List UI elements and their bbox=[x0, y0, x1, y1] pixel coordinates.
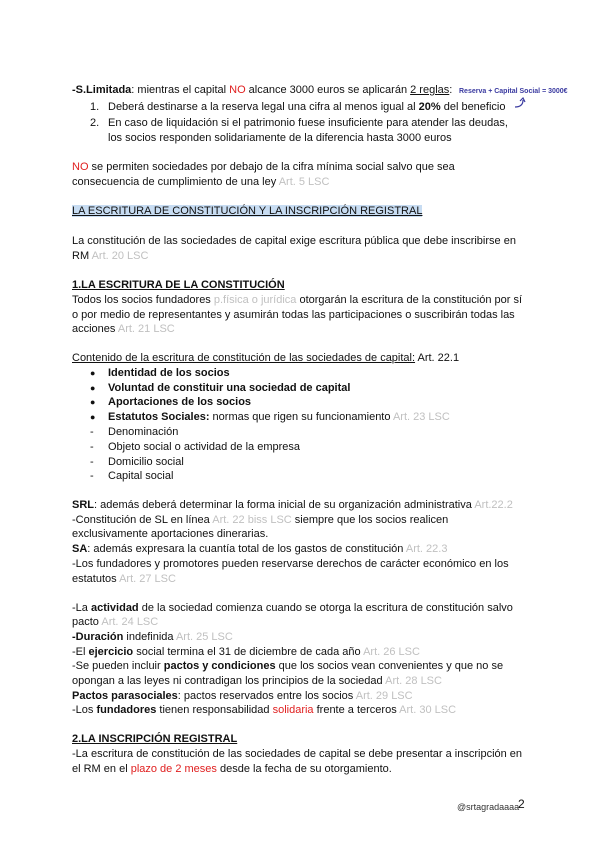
parasocial-line: Pactos parasociales: pactos reservados entre los socios Art. 29 LSC bbox=[72, 690, 413, 702]
contenido-title: Contenido de la escritura de constitución de las sociedades de capital: Art. 22.1 bbox=[72, 352, 460, 364]
sa-line: SA: además expresara la cuantía total de los gastos de constitución Art. 22.3 bbox=[72, 543, 448, 555]
founders-responsibility-line: -Los fundadores tienen responsabilidad solidaria frente a terceros Art. 30 LSC bbox=[72, 704, 457, 716]
intro-line-2: RM Art. 20 LSC bbox=[72, 250, 149, 262]
srl-intro-line: -S.Limitada: mientras el capital NO alcance 3000 euros se aplicarán 2 reglas: bbox=[72, 84, 453, 96]
bullet-icon: ● bbox=[90, 383, 96, 393]
activity-line-2: pacto Art. 24 LSC bbox=[72, 616, 159, 628]
section-2-line-1: -La escritura de constitución de las sociedades de capital se debe presentar a inscripción en bbox=[72, 748, 523, 760]
dash-item: Denominación bbox=[108, 426, 179, 438]
srl-line: SRL: además deberá determinar la forma inicial de su organización administrativa Art.22.2 bbox=[72, 499, 513, 511]
page-number: 2 bbox=[518, 797, 525, 811]
section-1-p3: acciones Art. 21 LSC bbox=[72, 323, 175, 335]
bullet-item: Estatutos Sociales: normas que rigen su funcionamiento Art. 23 LSC bbox=[108, 411, 450, 423]
bullet-icon: ● bbox=[90, 412, 96, 422]
section-1-title: 1.LA ESCRITURA DE LA CONSTITUCIÓN bbox=[72, 279, 285, 291]
rule-2-line-1: En caso de liquidación si el patrimonio fuese insuficiente para atender las deudas, bbox=[108, 117, 508, 129]
sa-founders-line-2: estatutos Art. 27 LSC bbox=[72, 573, 176, 585]
no-note-line-2: consecuencia de cumplimiento de una ley Art. 5 LSC bbox=[72, 176, 330, 188]
intro-line-1: La constitución de las sociedades de capital exige escritura pública que debe inscribirse en bbox=[72, 235, 516, 247]
bullet-item: Identidad de los socios bbox=[108, 367, 230, 379]
bullet-item: Aportaciones de los socios bbox=[108, 396, 252, 408]
bullet-icon: ● bbox=[90, 397, 96, 407]
dash-marker: - bbox=[90, 441, 94, 453]
srl-online-line: -Constitución de SL en línea Art. 22 biss LSC siempre que los socios realicen bbox=[72, 514, 449, 526]
curved-arrow-icon bbox=[514, 97, 526, 109]
section-1-p1: Todos los socios fundadores p.física o jurídica otorgarán la escritura de la constitución por sí bbox=[72, 294, 523, 306]
section-1-p2: o por medio de representantes y asumirán todas las participaciones o suscribirán todas las bbox=[72, 309, 515, 321]
no-note-line-1: NO se permiten sociedades por debajo de la cifra mínima social salvo que sea bbox=[72, 161, 455, 173]
sa-founders-line-1: -Los fundadores y promotores pueden reservarse derechos de carácter económico en los bbox=[72, 558, 509, 570]
pacts-line-1: -Se pueden incluir pactos y condiciones que los socios vean convenientes y que no se bbox=[72, 660, 504, 672]
dash-item: Domicilio social bbox=[108, 456, 184, 468]
main-heading: LA ESCRITURA DE CONSTITUCIÓN Y LA INSCRIPCIÓN REGISTRAL bbox=[72, 205, 423, 217]
pacts-line-2: opongan a las leyes ni contradigan los principios de la sociedad Art. 28 LSC bbox=[72, 675, 442, 687]
bullet-item: Voluntad de constituir una sociedad de capital bbox=[108, 382, 351, 394]
dash-item: Objeto social o actividad de la empresa bbox=[108, 441, 300, 453]
bullet-icon: ● bbox=[90, 368, 96, 378]
rule-number: 2. bbox=[90, 117, 100, 129]
activity-line-1: -La actividad de la sociedad comienza cuando se otorga la escritura de constitución salvo bbox=[72, 602, 513, 614]
exercise-line: -El ejercicio social termina el 31 de diciembre de cada año Art. 26 LSC bbox=[72, 646, 420, 658]
dash-marker: - bbox=[90, 456, 94, 468]
section-2-line-2: el RM en el plazo de 2 meses desde la fecha de su otorgamiento. bbox=[72, 763, 392, 775]
section-2-title: 2.LA INSCRIPCIÓN REGISTRAL bbox=[72, 733, 238, 745]
dash-item: Capital social bbox=[108, 470, 174, 482]
dash-marker: - bbox=[90, 426, 94, 438]
rule-number: 1. bbox=[90, 101, 100, 113]
rule-2-line-2: los socios responden solidariamente de la diferencia hasta 3000 euros bbox=[108, 132, 452, 144]
dash-marker: - bbox=[90, 470, 94, 482]
srl-online-line-2: exclusivamente aportaciones dinerarias. bbox=[72, 528, 269, 540]
side-note-handwritten: Reserva + Capital Social = 3000€ bbox=[459, 88, 568, 95]
footer-author: @srtagradaaaa bbox=[457, 802, 520, 812]
rule-1: Deberá destinarse a la reserva legal una cifra al menos igual al 20% del beneficio bbox=[108, 101, 506, 113]
duration-line: -Duración indefinida Art. 25 LSC bbox=[72, 631, 233, 643]
